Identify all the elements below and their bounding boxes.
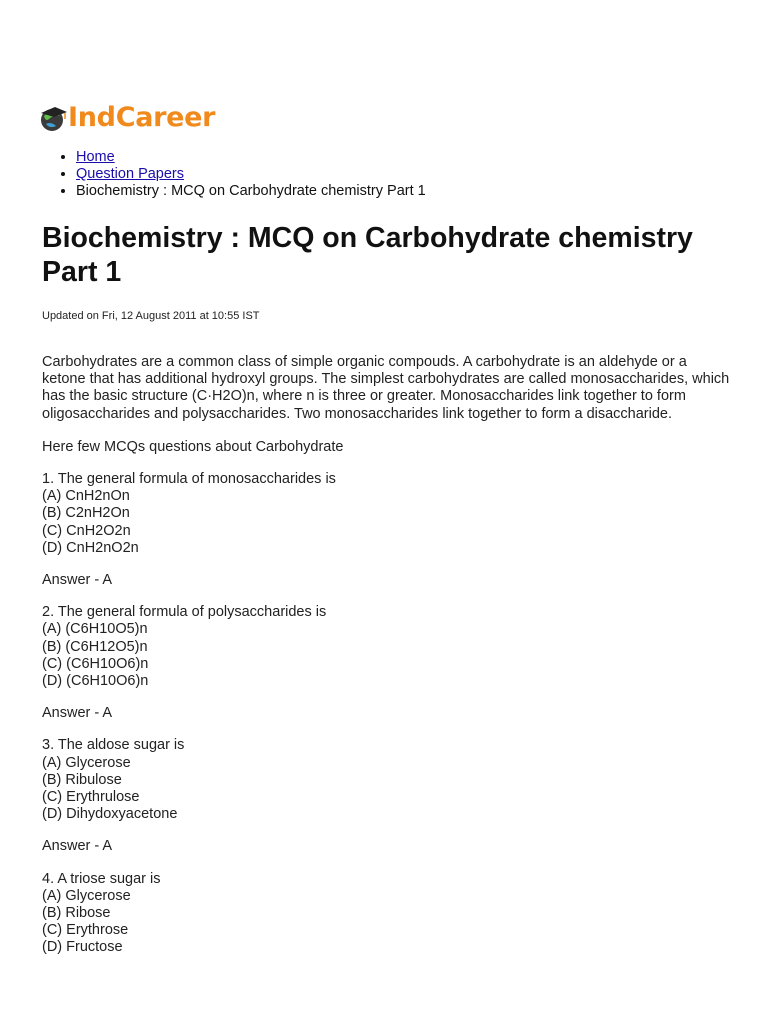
question-text: 1. The general formula of monosaccharides is [42, 471, 336, 488]
page-title: Biochemistry : MCQ on Carbohydrate chemistry Part 1 [42, 222, 693, 288]
option-d: (D) Fructose [42, 939, 123, 956]
question-block [42, 471, 732, 557]
option-a: (A) Glycerose [42, 887, 131, 904]
option-d: (D) Dihydoxyacetone [42, 806, 178, 823]
option-c: (C) Erythrulose [42, 789, 140, 806]
option-a: (A) (C6H10O5)n [42, 621, 148, 638]
breadcrumb [42, 149, 426, 200]
option-c: (C) (C6H10O6)n [42, 655, 149, 672]
option-b: (B) C2nH2On [42, 505, 130, 522]
answer-text: Answer - A [42, 705, 113, 722]
option-d: (D) (C6H10O6)n [42, 673, 149, 690]
breadcrumb-link-question-papers[interactable]: Question Papers [76, 166, 185, 182]
option-a: (A) Glycerose [42, 754, 131, 771]
question-block [42, 737, 732, 823]
option-b: (B) Ribulose [42, 771, 122, 788]
question-text: 3. The aldose sugar is [42, 737, 185, 754]
question-block [42, 604, 732, 690]
breadcrumb-item-question-papers [76, 166, 426, 183]
answer-text: Answer - A [42, 838, 113, 855]
question-text: 2. The general formula of polysaccharides is [42, 604, 327, 621]
globe-mortarboard-icon [38, 103, 68, 133]
breadcrumb-item-current: • Biochemistry : MCQ on Carbohydrate chemistry Part 1 [76, 183, 426, 200]
site-logo[interactable] [38, 103, 215, 133]
option-c: (C) Erythrose [42, 922, 129, 939]
option-d: (D) CnH2nO2n [42, 539, 139, 556]
option-a: (A) CnH2nOn [42, 488, 130, 505]
option-b: (B) Ribose [42, 905, 111, 922]
breadcrumb-link-home[interactable]: Home [76, 149, 115, 165]
article-body [42, 354, 732, 972]
updated-timestamp: Updated on Fri, 12 August 2011 at 10:55 IST [42, 310, 260, 322]
lead-paragraph: Here few MCQs questions about Carbohydrate [42, 438, 344, 455]
option-b: (B) (C6H12O5)n [42, 638, 148, 655]
breadcrumb-item-home [76, 149, 426, 166]
question-block [42, 871, 732, 957]
question-text: 4. A triose sugar is [42, 870, 161, 887]
intro-paragraph: Carbohydrates are a common class of simple organic compouds. A carbohydrate is an aldehyde or a ketone that has additional hydroxyl groups. The simplest carbohydrates are called monosaccharides, which has the basic structure (C·H2O)n, where n is three or greater. Monosaccharides link together to form oligosaccharides and polysaccharides. Two monosaccharides link together to form a disaccharide. [42, 354, 730, 422]
logo-text: IndCareer [68, 102, 216, 133]
option-c: (C) CnH2O2n [42, 522, 131, 539]
answer-text: Answer - A [42, 572, 113, 589]
